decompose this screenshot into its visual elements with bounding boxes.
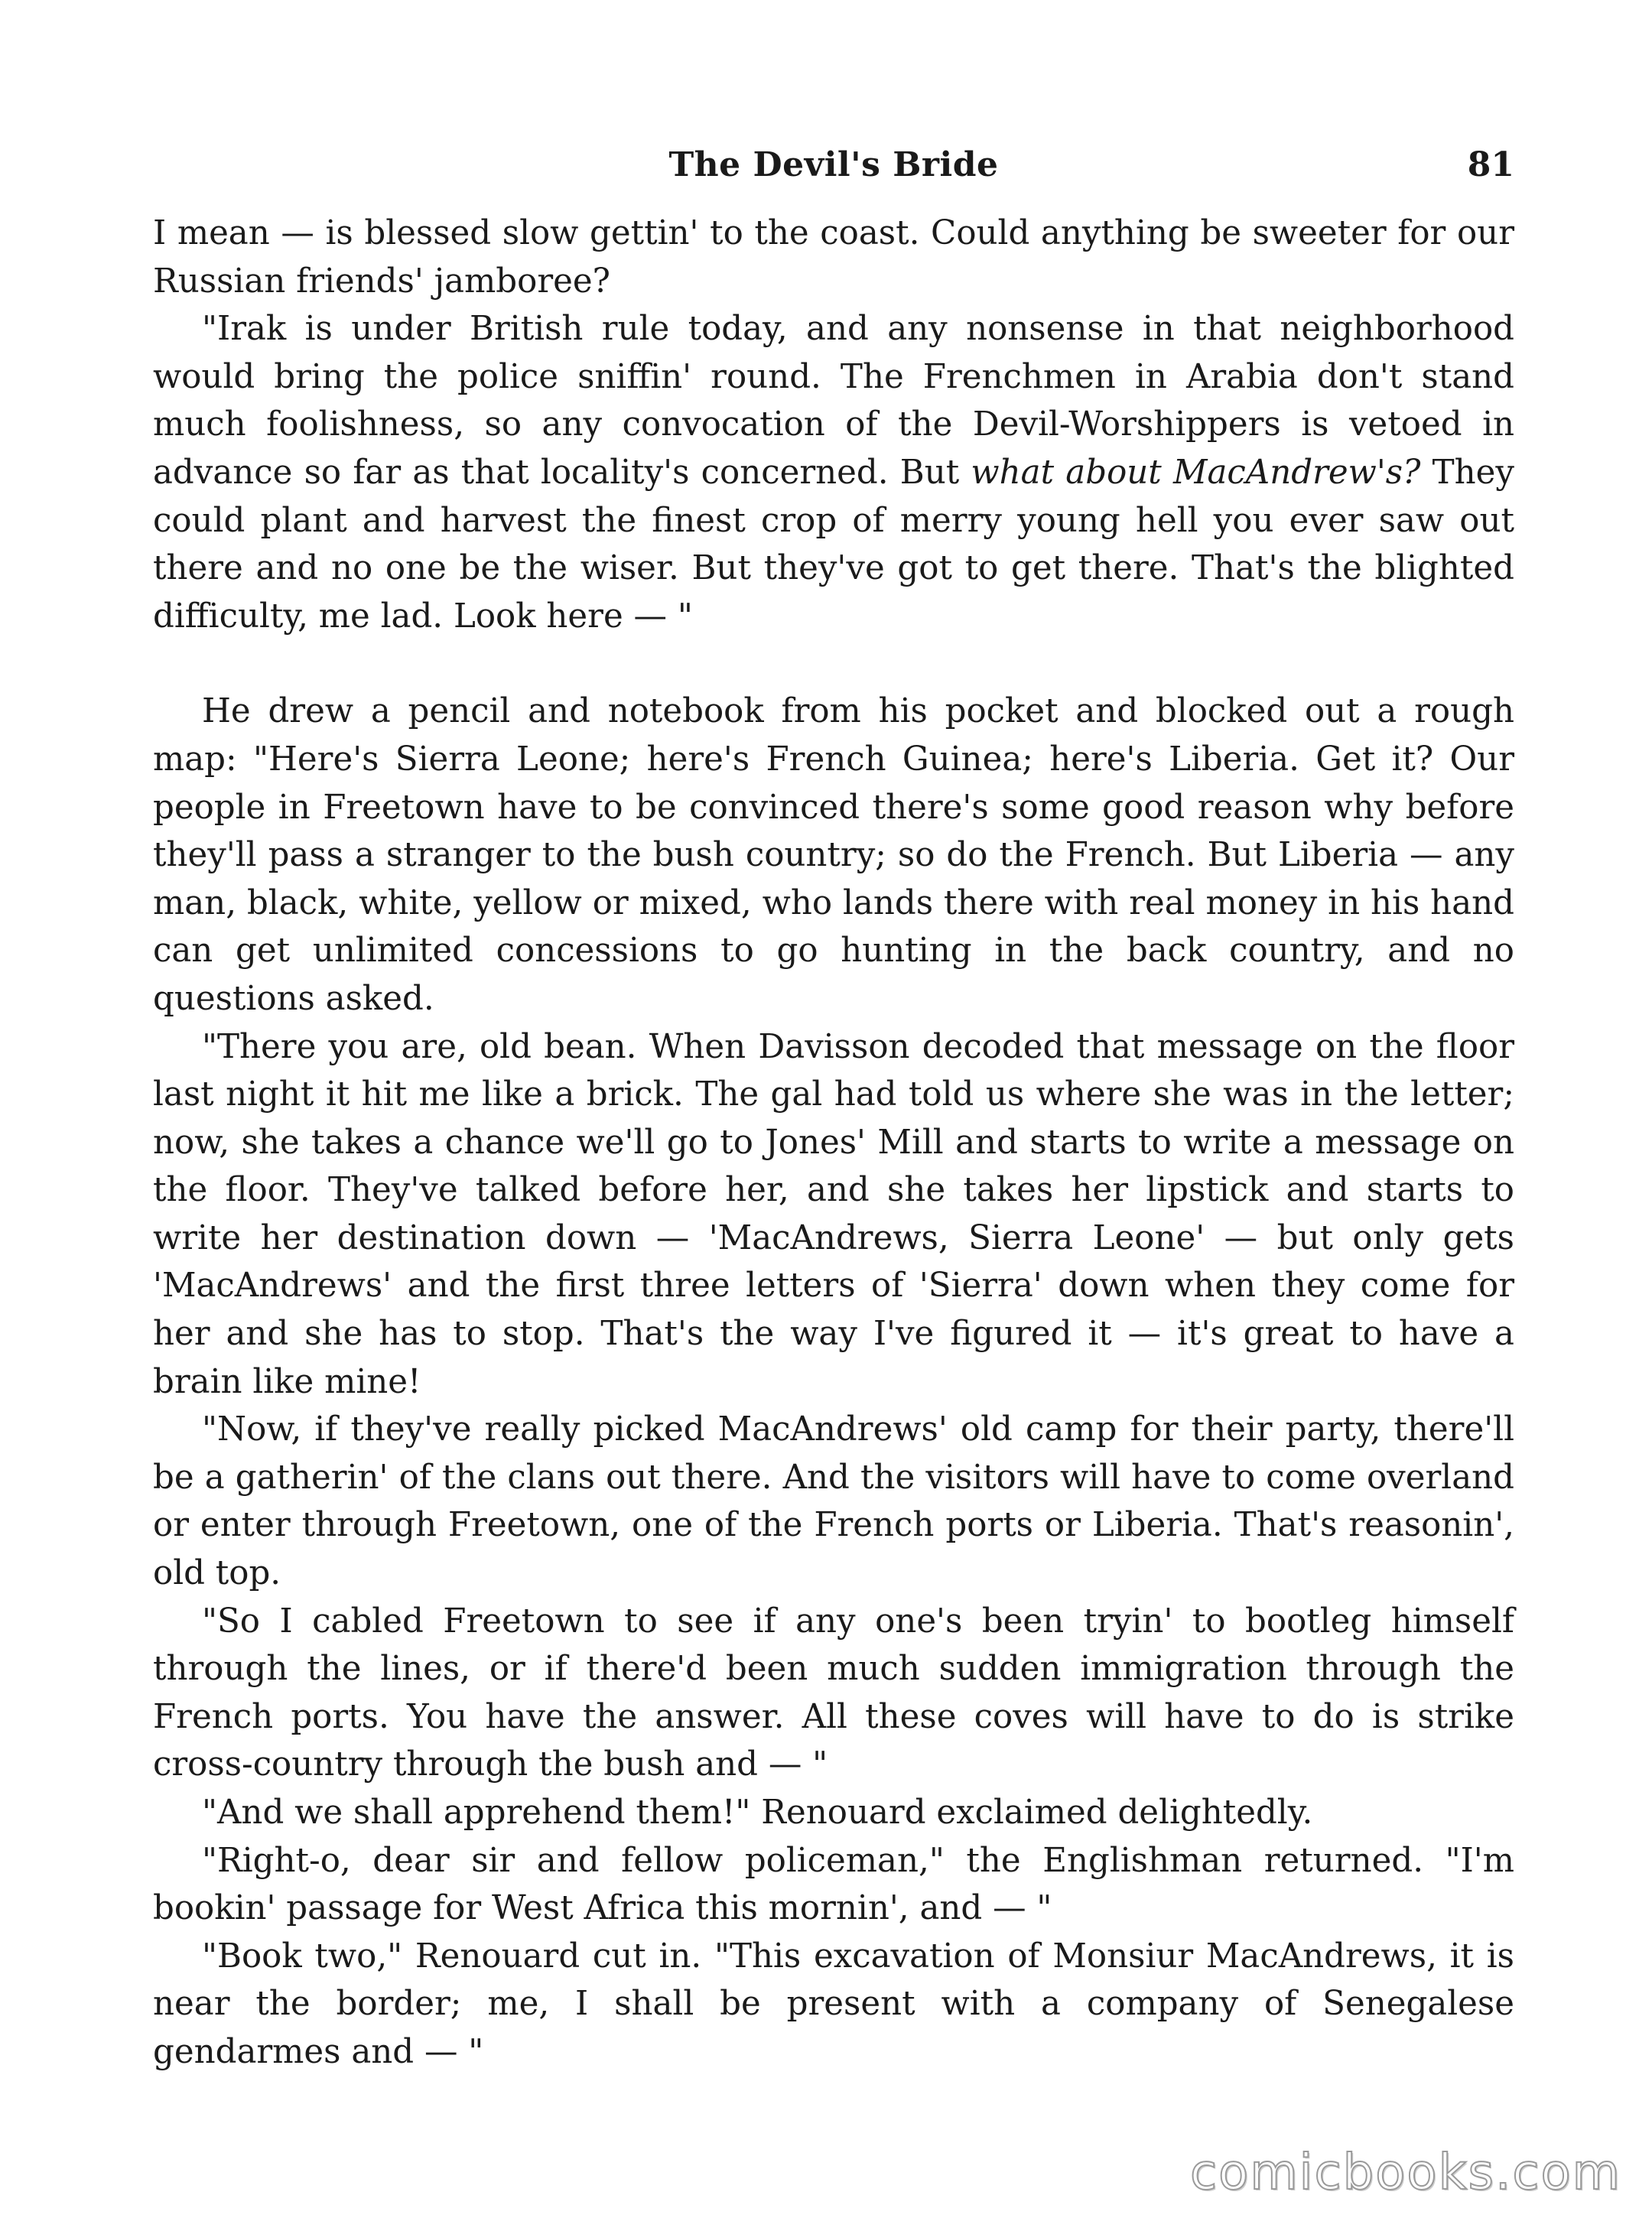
running-title: The Devil's Bride — [668, 145, 999, 184]
paragraph-1: I mean — is blessed slow gettin' to the coast. Could anything be sweeter for our Russian friends' jamboree? — [153, 214, 1514, 301]
paragraph-7: "And we shall apprehend them!" Renouard exclaimed delightedly. — [202, 1794, 1313, 1832]
paragraph-8: "Right-o, dear sir and fellow policeman," the Englishman returned. "I'm bookin' passage for West Africa this mornin', and — " — [153, 1841, 1514, 1928]
paragraph-2-emphasis: what about MacAndrew's? — [971, 453, 1421, 492]
paragraph-6: "So I cabled Freetown to see if any one's been tryin' to bootleg himself through the lines, or if there'd been much sudden immigration through the French ports. You have the answer. All these coves will have to do is strike cross-country through the bush and — " — [153, 1602, 1514, 1784]
book-page — [153, 145, 1514, 2077]
paragraph-5: "Now, if they've really picked MacAndrews' old camp for their party, there'll be a gatherin' of the clans out there. And the visitors will have to come overland or enter through Freetown, one of the French ports or Liberia. That's reasonin', old top. — [153, 1410, 1514, 1593]
paragraph-4: "There you are, old bean. When Davisson decoded that message on the floor last night it hit me like a brick. The gal had told us where she was in the letter; now, she takes a chance we'll go to Jones' Mill and starts to write a message on the floor. They've talked before her, and she takes her lipstick and starts to write her destination down — 'MacAndrews, Sierra Leone' — but only gets 'MacAndrews' and the first three letters of 'Sierra' down when they come for her and she has to stop. That's the way I've figured it — it's great to have a brain like mine! — [153, 1027, 1514, 1401]
running-head — [153, 145, 1514, 199]
watermark: comicbooks.com — [1189, 2145, 1621, 2201]
paragraph-2-after: They could plant and harvest the finest crop of merry young hell you ever saw out there and no one be the wiser. But they've got to get there. That's the blighted difficulty, me lad. Look here — " — [153, 453, 1514, 636]
paragraph-3: He drew a pencil and notebook from his pocket and blocked out a rough map: "Here's Sierra Leone; here's French Guinea; here's Liberia. Get it? Our people in Freetown have to be convinced there's some good reason why before they'll pass a stranger to the bush country; so do the French. But Liberia — any man, black, white, yellow or mixed, who lands there with real money in his hand can get unlimited concessions to go hunting in the back country, and no questions asked. — [153, 692, 1514, 1018]
page-number: 81 — [1467, 145, 1514, 184]
body-text — [153, 210, 1514, 2077]
paragraph-9: "Book two," Renouard cut in. "This excavation of Monsiur MacAndrews, it is near the border; me, I shall be present with a company of Senegalese gendarmes and — " — [153, 1937, 1514, 2071]
paragraph-2-before: "Irak is under British rule today, and any nonsense in that neighborhood would bring the police sniffin' round. The Frenchmen in Arabia don't stand much foolishness, so any convocation of the Devil-Worshippers is vetoed in advance so far as that locality's concerned. But — [153, 310, 1514, 492]
paragraph-2 — [153, 305, 1514, 640]
